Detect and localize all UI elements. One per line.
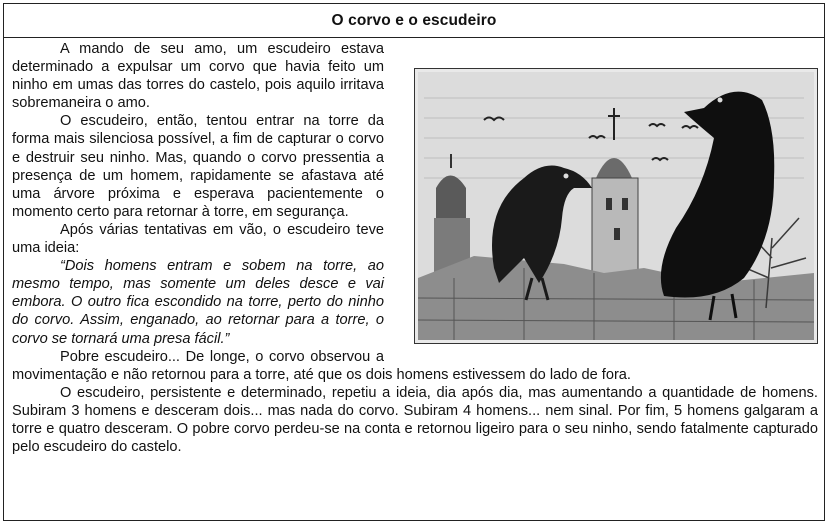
crows-on-castle-tower-illustration: [414, 68, 818, 344]
page-title: O corvo e o escudeiro: [331, 12, 497, 29]
crows-illustration: [414, 68, 818, 344]
paragraph-6: O escudeiro, persistente e determinado, repetiu a ideia, dia após dia, mas aumentando a quantidade de homens. Subiram 3 homens e desceram dois... mas nada do corvo. Subiram 4 homens... nem sinal. Por fim, 5 homens galgaram a torre e quatro desceram. O pobre corvo perdeu-se na conta e retornou ligeiro para o seu ninho, sendo fatalmente capturado pelo escudeiro do castelo.: [12, 384, 818, 456]
paragraph-1: A mando de seu amo, um escudeiro estava determinado a expulsar um corvo que havia feito um ninho em umas das torres do castelo, pois aquilo irritava sobremaneira o amo.: [12, 41, 384, 112]
paragraph-5: Pobre escudeiro... De longe, o corvo observou a movimentação e não retornou para a torre, até que os dois homens estivessem do lado de fora.: [12, 348, 631, 383]
story-body: [12, 40, 818, 456]
quote-paragraph: “Dois homens entram e sobem na torre, ao mesmo tempo, mas somente um deles desce e vai embora. O outro fica escondido na torre, perto do ninho do corvo. Assim, enganado, ao retornar para a torre, o corvo se tornará uma presa fácil.”: [12, 258, 384, 347]
title-row: [4, 4, 824, 38]
paragraph-3: Após várias tentativas em vão, o escudeiro teve uma ideia:: [12, 221, 384, 257]
text-box: [3, 3, 825, 521]
paragraph-2: O escudeiro, então, tentou entrar na torre da forma mais silenciosa possível, a fim de capturar o corvo e destruir seu ninho. Mas, quando o corvo pressentia a presença de um homem, rapidamente se afastava até uma árvore próxima e esperava pacientemente o momento certo para retornar à torre, em segurança.: [12, 113, 384, 220]
